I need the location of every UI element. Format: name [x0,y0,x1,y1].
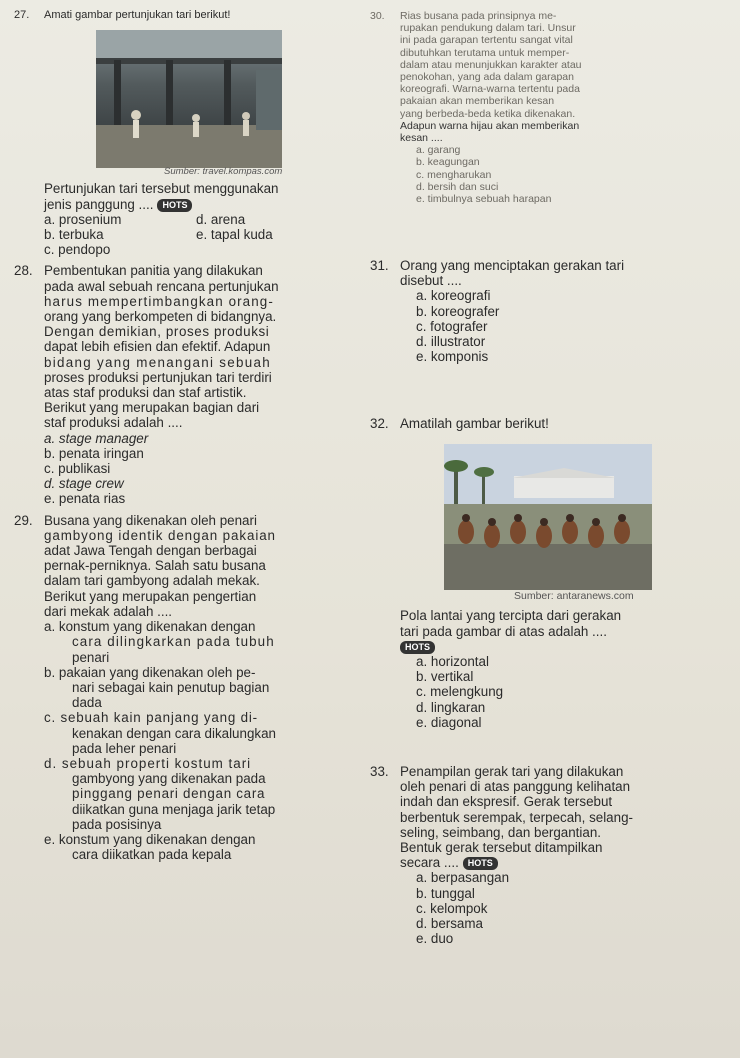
option-c[interactable]: c. mengharukan [416,168,492,181]
question-number: 32. [370,416,389,431]
body-line: kesan .... [400,132,443,145]
option-c-line: kenakan dengan cara dikalungkan [72,725,276,741]
left-column [14,8,364,862]
body-line: Pola lantai yang tercipta dari gerakan [400,608,622,624]
q33-first-line [370,764,732,779]
option-d[interactable]: d. sebuah properti kostum tari [44,755,252,771]
q30-first-line [370,10,732,22]
body-line: Busana yang dikenakan oleh penari [44,512,257,528]
body-line: staf produksi adalah .... [44,415,183,431]
option-a[interactable]: a. prosenium [44,211,122,227]
body-line: orang yang berkompeten di bidangnya. [44,309,277,325]
option-e[interactable]: e. tapal kuda [196,227,273,243]
q32-block [370,416,732,730]
option-d-line: pada posisinya [72,816,162,832]
q32-first-line [370,416,732,431]
option-c-line: pada leher penari [72,740,177,756]
body-line: Orang yang menciptakan gerakan tari [400,258,625,273]
option-d[interactable]: d. bersama [416,916,483,932]
option-c[interactable]: c. sebuah kain panjang yang di- [44,710,258,726]
option-c[interactable]: c. publikasi [44,461,111,477]
question-number: 30. [370,10,385,22]
body-line: indah dan ekspresif. Gerak tersebut [400,794,613,810]
body-line: proses produksi pertunjukan tari terdiri [44,369,272,385]
option-b[interactable]: b. keagungan [416,156,480,169]
option-d[interactable]: d. illustrator [416,334,486,350]
question-stem: Amati gambar pertunjukan tari berikut! [44,9,231,21]
q32-caption: Sumber: antaranews.com [514,590,634,603]
option-a[interactable]: a. berpasangan [416,870,510,886]
body-line: pakaian akan memberikan kesan [400,95,555,108]
option-b[interactable]: b. tunggal [416,885,475,901]
body-line [370,855,732,870]
body-line: dalam atau menunjukkan karakter atau [400,58,582,71]
hots-badge: HOTS [463,857,498,870]
option-c[interactable]: c. fotografer [416,318,488,334]
option-e[interactable]: e. konstum yang dikenakan dengan [44,831,256,847]
question-number: 28. [14,263,33,279]
body-line: harus mempertimbangkan orang- [44,293,274,309]
q28-block [14,263,364,506]
body-line: adat Jawa Tengah dengan berbagai [44,543,257,559]
body-line: gambyong identik dengan pakaian [44,527,276,543]
body-line: bidang yang menangani sebuah [44,354,272,370]
hots-badge: HOTS [400,641,435,654]
body-line: Berikut yang merupakan pengertian [44,588,257,604]
option-e[interactable]: e. duo [416,931,454,947]
option-a[interactable]: a. koreografi [416,288,491,304]
body-line: koreografi. Warna-warna tertentu pada [400,83,580,96]
option-b-line: nari sebagai kain penutup bagian [72,679,270,695]
q27-options-row-1 [14,212,364,227]
body-text: jenis panggung .... [44,196,154,212]
question-number: 33. [370,764,389,779]
q27-caption: Sumber: travel.kompas.com [164,166,283,178]
body-line: oleh penari di atas panggung kelihatan [400,779,631,795]
body-line: Dengan demikian, proses produksi [44,324,270,340]
body-line: Adapun warna hijau akan memberikan [400,119,580,132]
option-a[interactable]: a. stage manager [44,430,149,446]
body-line: penokohan, yang ada dalam garapan [400,71,574,84]
option-e[interactable]: e. komponis [416,349,489,365]
q30-block [370,10,732,205]
body-line: Penampilan gerak tari yang dilakukan [400,764,624,779]
option-c[interactable]: c. kelompok [416,900,488,916]
question-stem: Amatilah gambar berikut! [400,416,549,431]
option-d[interactable]: d. stage crew [44,476,124,492]
body-line: Rias busana pada prinsipnya me- [400,10,557,22]
option-a-line: penari [72,649,110,665]
body-line: Berikut yang merupakan bagian dari [44,400,260,416]
option-d-line: gambyong yang dikenakan pada [72,771,266,787]
option-b[interactable]: b. terbuka [44,227,104,243]
option-a[interactable]: a. konstum yang dikenakan dengan [44,619,256,635]
body-line: tari pada gambar di atas adalah .... [400,623,607,639]
option-a[interactable]: a. garang [416,144,461,157]
body-line: dapat lebih efisien dan efektif. Adapun [44,339,271,355]
option-d-line: diikatkan guna menjaga jarik tetap [72,801,276,817]
q27-options-row-2 [14,227,364,242]
body-line: yang berbeda-beda ketika dikenakan. [400,107,576,120]
option-b[interactable]: b. penata iringan [44,445,144,461]
body-line: dalam tari gambyong adalah mekak. [44,573,260,589]
body-line: Pertunjukan tari tersebut menggunakan [44,181,279,197]
option-e[interactable]: e. penata rias [44,491,126,507]
body-line: Pembentukan panitia yang dilakukan [44,263,263,279]
body-line: atas staf produksi dan staf artistik. [44,385,247,401]
option-d[interactable]: d. arena [196,211,246,227]
q27-body [14,181,364,211]
body-line: dibutuhkan terutama untuk memper- [400,46,570,59]
option-e[interactable]: e. diagonal [416,714,482,730]
question-number: 27. [14,9,30,21]
q27-stem [14,8,364,23]
option-b-line: dada [72,695,102,711]
body-line: dari mekak adalah .... [44,603,173,619]
option-e-line: cara diikatkan pada kepala [72,847,232,863]
question-number: 29. [14,512,33,528]
body-text: secara .... [400,855,459,871]
option-b[interactable]: b. koreografer [416,303,500,319]
body-line: berbentuk serempak, terpecah, selang- [400,809,633,825]
q33-block [370,764,732,946]
option-d[interactable]: d. lingkaran [416,699,486,715]
q28-first-line [14,263,364,278]
option-b[interactable]: b. vertikal [416,669,474,685]
q31-block [370,258,732,364]
option-a[interactable]: a. horizontal [416,654,489,670]
question-number: 31. [370,258,389,273]
body-line: rupakan pendukung dalam tari. Unsur [400,22,576,35]
option-b[interactable]: b. pakaian yang dikenakan oleh pe- [44,664,256,680]
option-a-line: cara dilingkarkan pada tubuh [72,634,275,650]
body-line: seling, seimbang, dan bergantian. [400,824,601,840]
body-line: pada awal sebuah rencana pertunjukan [44,278,279,294]
option-c[interactable]: c. melengkung [416,684,504,700]
q29-block [14,513,364,863]
body-line: Bentuk gerak tersebut ditampilkan [400,840,603,856]
body-line: ini pada garapan tertentu sangat vital [400,34,573,47]
option-c[interactable]: c. pendopo [44,242,111,258]
body-line: pernak-perniknya. Salah satu busana [44,558,266,574]
option-d[interactable]: d. bersih dan suci [416,180,499,193]
hots-badge: HOTS [157,199,192,212]
option-e[interactable]: e. timbulnya sebuah harapan [416,193,552,206]
body-line [44,197,364,212]
body-line: disebut .... [400,273,462,289]
q29-first-line [14,513,364,528]
option-d-line: pinggang penari dengan cara [72,786,266,802]
q31-first-line [370,258,732,273]
